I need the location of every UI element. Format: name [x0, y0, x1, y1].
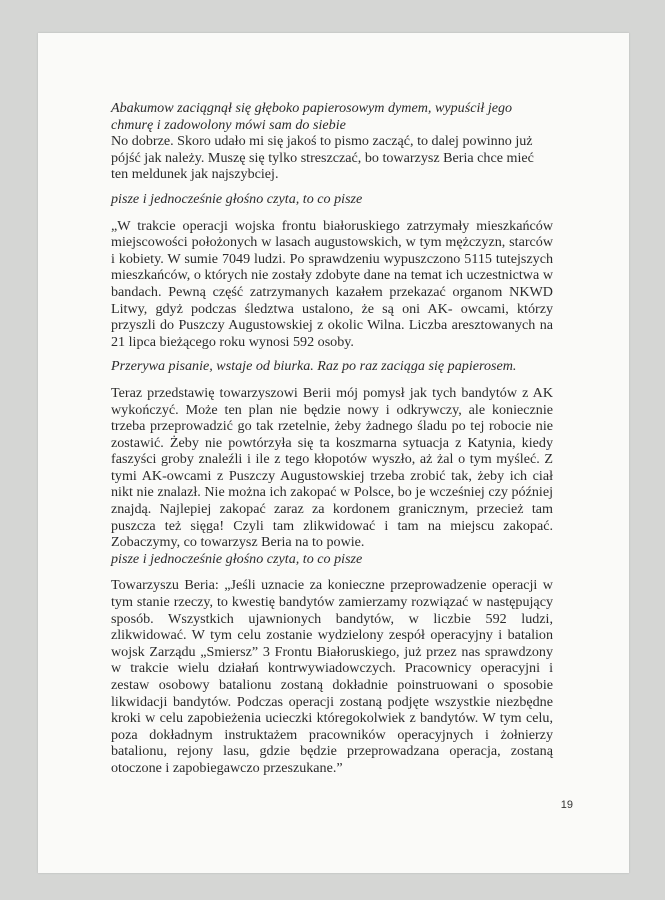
stage-direction: pisze i jednocześnie głośno czyta, to co pisze: [111, 550, 363, 567]
page-content: [111, 100, 553, 777]
monologue-paragraph: No dobrze. Skoro udało mi się jakoś to pismo zacząć, to dalej powinno już pójść jak należy. Muszę się tylko streszczać, bo towarzysz Beria chce mieć ten meldunek jak najszybciej.: [111, 133, 534, 183]
stage-direction: Przerywa pisanie, wstaje od biurka. Raz po raz zaciąga się papierosem.: [111, 358, 517, 375]
stage-direction: Abakumow zaciągnął się głęboko papierosowym dymem, wypuścił jego chmurę i zadowolony mówi sam do siebie: [111, 100, 513, 133]
page-number: 19: [560, 799, 573, 811]
stage-direction: pisze i jednocześnie głośno czyta, to co pisze: [111, 190, 363, 207]
report-paragraph: „W trakcie operacji wojska frontu białoruskiego zatrzymały mieszkańców miejscowości położonych w lasach augustowskich, w tym mężczyzn, starców i kobiety. W sumie 7049 ludzi. Po sprawdzeniu wypuszczono 5115 tutejszych mieszkańców, o których nie zostały zdobyte dane na temat ich uczestnictwa w bandach. Pewną część zatrzymanych kazałem przekazać organom NKWD Litwy, gdyż podczas śledztwa ustalono, że są oni AK- owcami, którzy przyszli do Puszczy Augustowskiej z okolic Wilna. Liczba aresztowanych na 21 lipca bieżącego roku wynosi 592 osoby.: [111, 217, 553, 350]
monologue-paragraph: Teraz przedstawię towarzyszowi Berii mój pomysł jak tych bandytów z AK wykończyć. Może ten plan nie będzie nowy i odkrywczy, ale koniecznie trzeba przeprowadzić go tak rzetelnie, żeby żadnego śladu po tej robocie nie zostawić. Żeby nie powtórzyła się ta koszmarna sytuacja z Katynia, kiedy faszyści groby znaleźli i ile z tego kłopotów wyszło, aż żal o tym myśleć. Z tymi AK-owcami z Puszczy Augustowskiej trzeba zrobić tak, żeby ich ciał nikt nie znalazł. Nie można ich zakopać w Polsce, bo je wcześniej czy później znajdą. Najlepiej zakopać zaraz za kordonem granicznym, przecież tam puszcza też sięga! Czyli tam zlikwidować i tam na miejscu zakopać. Zobaczymy, co towarzysz Beria na to powie.: [111, 384, 553, 551]
report-paragraph: Towarzyszu Beria: „Jeśli uznacie za konieczne przeprowadzenie operacji w tym stanie rzeczy, to kwestię bandytów zamierzamy rozwiązać w następujący sposób. Wszystkich ujawnionych bandytów, w liczbie 592 ludzi, zlikwidować. W tym celu zostanie wydzielony zespół operacyjny i batalion wojsk Zarządu „Smiersz” 3 Frontu Białoruskiego, już przez nas sprawdzony w trakcie wielu działań kontrwywiadowczych. Pracownicy operacyjni i zestaw osobowy batalionu zostaną dokładnie poinstruowani o sposobie likwidacji bandytów. Podczas operacji zostaną podjęte wszystkie niezbędne kroki w celu zapobieżenia ucieczki któregokolwiek z bandytów. W tym celu, poza dokładnym instruktażem pracowników operacyjnych i żołnierzy batalionu, rejony lasu, gdzie będzie przeprowadzana operacja, zostaną otoczone i zapobiegawczo przeszukane.”: [111, 577, 553, 776]
document-page: [38, 33, 629, 873]
